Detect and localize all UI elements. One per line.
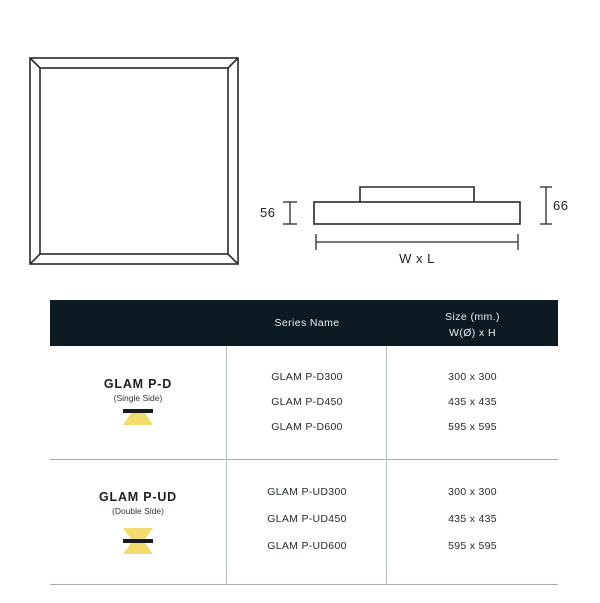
table-header [50,300,558,346]
series-name-header: Series Name [274,317,340,329]
product-drawings [0,0,600,290]
spec-table [50,300,558,584]
size-header-line2: W(Ø) x H [449,327,496,339]
table-row-series: GLAM P-UD600 [267,540,347,552]
table-row-size: 595 x 595 [448,421,497,433]
side-view-drawing [314,187,520,224]
size-header [387,309,558,341]
table-row-series: GLAM P-D600 [271,421,343,433]
column-divider [386,346,387,584]
product-name: GLAM P-D [103,377,173,391]
size-header-line1: Size (mm.) [445,311,500,323]
table-row-series: GLAM P-D300 [271,371,343,383]
product-name: GLAM P-UD [98,490,178,504]
height-right-label: 66 [553,198,569,213]
table-row-size: 435 x 435 [448,396,497,408]
table-row-size: 435 x 435 [448,513,497,525]
single-side-light-icon [123,409,153,427]
product-info [50,490,226,556]
width-dimension [316,234,518,250]
product-group-double [50,460,558,585]
table-row-series: GLAM P-D450 [271,396,343,408]
top-view-drawing [30,58,238,264]
height-dimension-left [283,202,297,224]
table-row-series: GLAM P-UD450 [267,513,347,525]
table-row-size: 595 x 595 [448,540,497,552]
product-info [50,377,226,427]
product-group-single [50,346,558,460]
product-subtitle: (Single Side) [113,393,163,403]
table-row-series: GLAM P-UD300 [267,486,347,498]
height-left-label: 56 [260,205,276,220]
table-row-size: 300 x 300 [448,486,497,498]
double-side-light-icon [123,526,153,556]
column-divider [226,346,227,584]
product-subtitle: (Double Side) [112,506,164,516]
height-dimension-right [540,187,552,224]
width-label: W x L [399,251,435,266]
table-row-size: 300 x 300 [448,371,497,383]
